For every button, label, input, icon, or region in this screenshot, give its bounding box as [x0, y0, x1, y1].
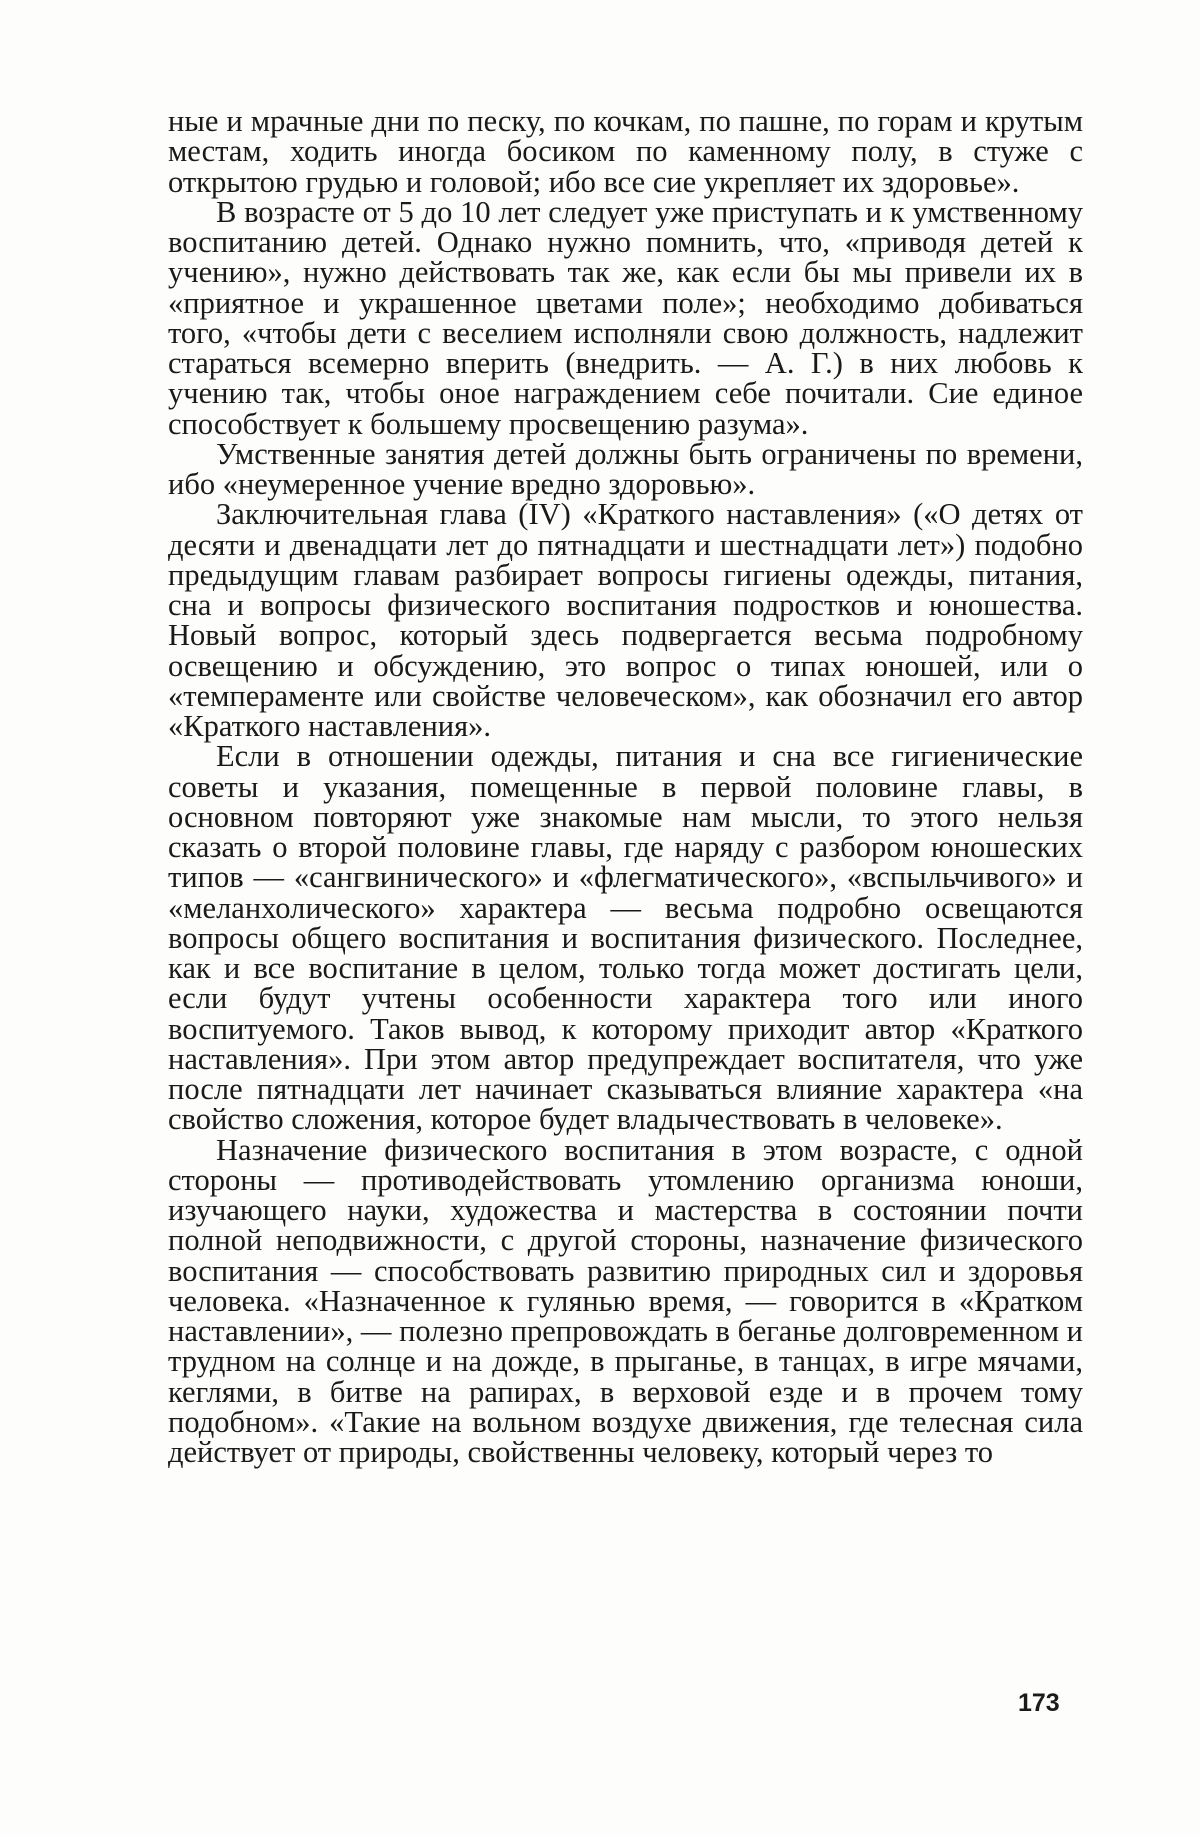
body-text — [168, 106, 1083, 1467]
paragraph: Если в отношении одежды, питания и сна все гигиенические советы и указания, помещенные в первой половине главы, в основном повторяют уже знакомые нам мысли, то этого нельзя сказать о второй половине главы, где наряду с разбором юношеских типов — «сангвинического» и «флегматического», «вспыльчивого» и «меланхолического» характера — весьма подробно освещаются вопросы общего воспитания и воспитания физического. Последнее, как и все воспитание в целом, только тогда может достигать цели, если будут учтены особенности характера того или иного воспитуемого. Таков вывод, к которому приходит автор «Краткого наставления». При этом автор предупреждает воспитателя, что уже после пятнадцати лет начинает сказываться влияние характера «на свойство сложения, которое будет владычествовать в человеке». — [168, 739, 1083, 1137]
paragraph: В возрасте от 5 до 10 лет следует уже приступать и к умственному воспитанию детей. Однако нужно помнить, что, «приводя детей к учению», нужно действовать так же, как если бы мы привели их в «приятное и украшенное цветами поле»; необходимо добиваться того, «чтобы дети с веселием исполняли свою должность, надлежит стараться всемерно вперить (внедрить. — А. Г.) в них любовь к учению так, чтобы оное награждением себе почитали. Сие единое способствует к большему просвещению разума». — [168, 194, 1083, 441]
paragraph: Заключительная глава (IV) «Краткого наставления» («О детях от десяти и двенадцати лет до пятнадцати и шестнадцати лет») подобно предыдущим главам разбирает вопросы гигиены одежды, питания, сна и вопросы физического воспитания подростков и юношества. Новый вопрос, который здесь подвергается весьма подробному освещению и обсуждению, это вопрос о типах юношей, или о «темпераменте или свойстве человеческом», как обозначил его автор «Краткого наставления». — [168, 497, 1083, 743]
page-number: 173 — [1018, 1689, 1060, 1717]
paragraph: Назначение физического воспитания в этом возрасте, с одной стороны — противодействовать утомлению организма юноши, изучающего науки, художества и мастерства в состоянии почти полной неподвижности, с другой стороны, назначение физического воспитания — способствовать развитию природных сил и здоровья человека. «Назначенное к гулянью время, — говорится в «Кратком наставлении», — полезно препровождать в беганье долговременном и трудном на солнце и на дожде, в прыганье, в танцах, в игре мячами, кеглями, в битве на рапирах, в верховой езде и в прочем тому подобном». «Такие на вольном воздухе движения, где телесная сила действует от природы, свойственны человеку, который через то — [168, 1132, 1083, 1469]
paragraph: Умственные занятия детей должны быть ограничены по времени, ибо «неумеренное учение вредно здоровью». — [168, 436, 1083, 501]
paragraph-continued: ные и мрачные дни по песку, по кочкам, по пашне, по горам и крутым местам, ходить иногда босиком по каменному полу, в стуже с открытою грудью и головой; ибо все сие укрепляет их здоровье». — [168, 104, 1083, 199]
